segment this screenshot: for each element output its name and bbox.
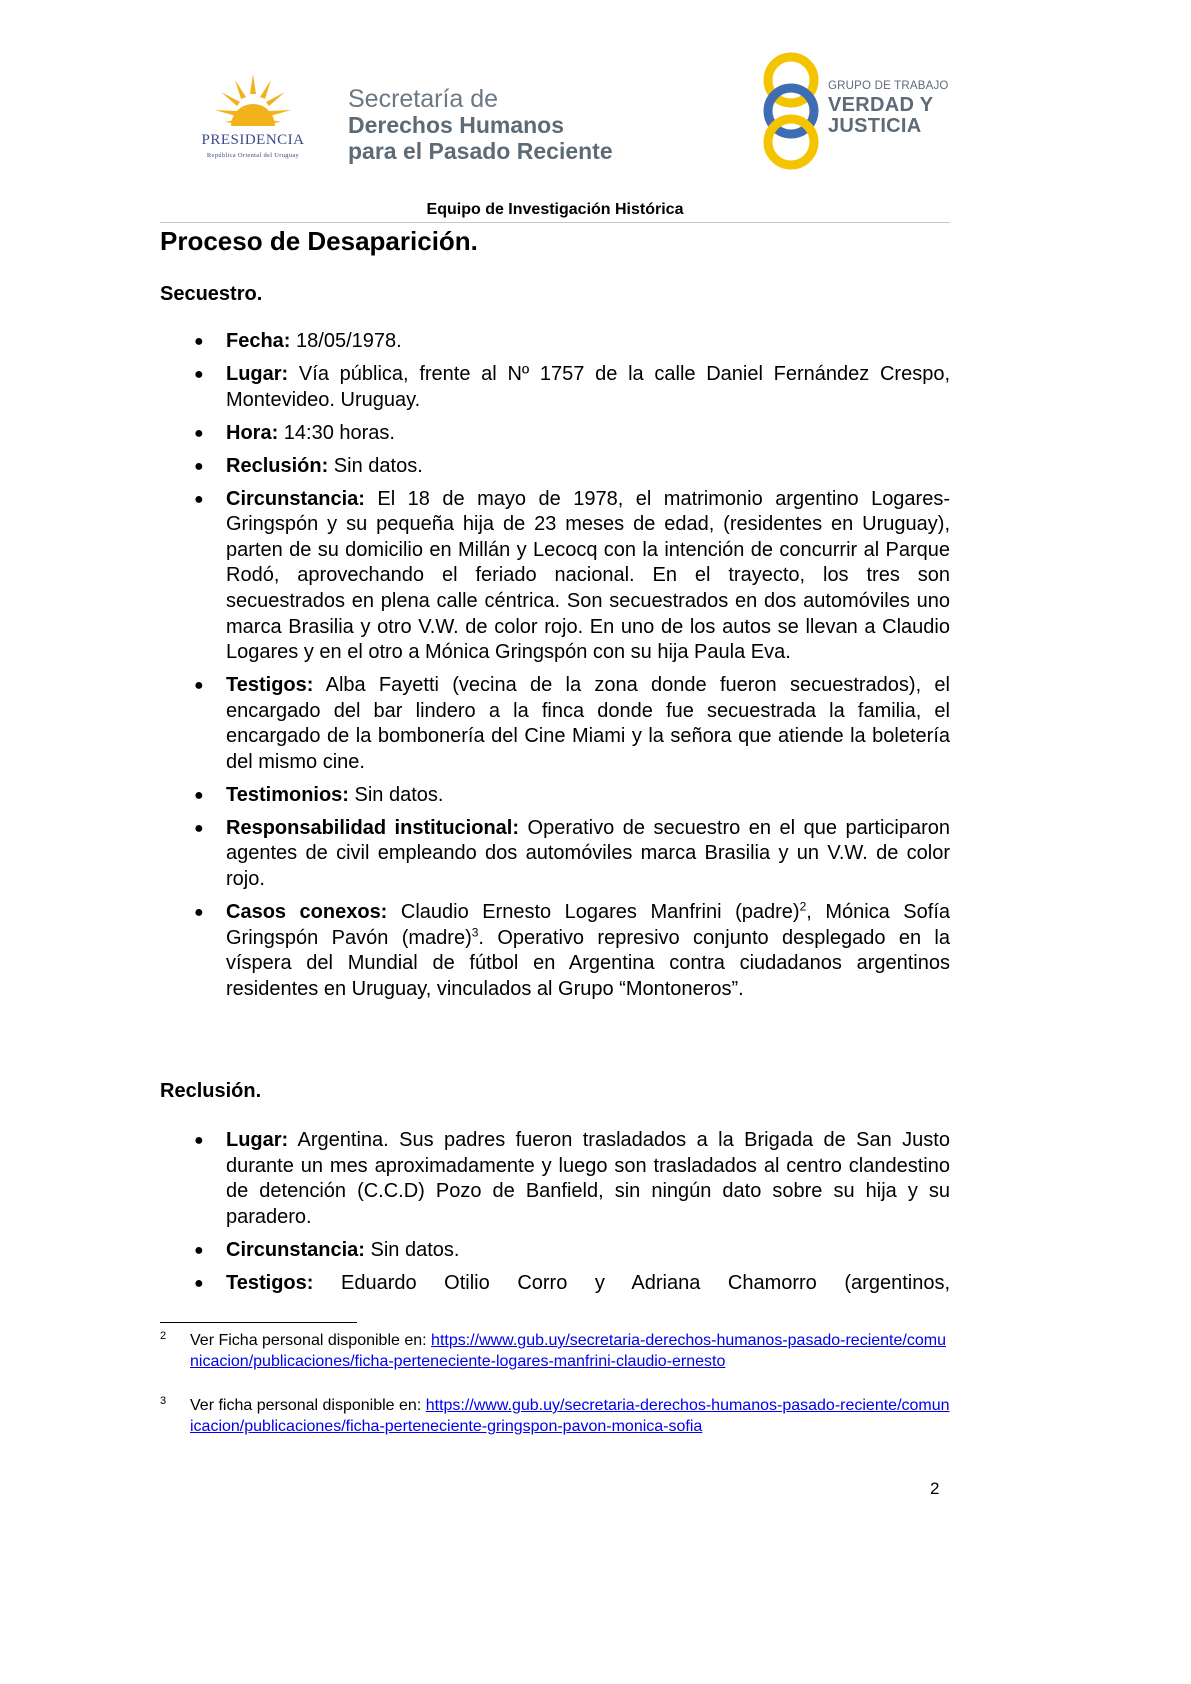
republica-subtitle: República Oriental del Uruguay [206,152,300,159]
bullet-icon: ● [194,424,204,442]
footnote-number: 2 [160,1330,167,1342]
secuestro-list [160,329,950,1010]
footnote-ref-2[interactable]: 2 [799,899,807,914]
header-divider [160,222,950,223]
bullet-icon: ● [194,365,204,383]
bullet-icon: ● [194,1274,204,1292]
footnote-text: Ver Ficha personal disponible en: https://www.gub.uy/secretaria-derechos-humanos-pasado-reciente/comunicacion/publicaciones/ficha-perteneciente-logares-manfrini-claudio-ernesto [190,1332,946,1370]
footnote-link[interactable]: https://www.gub.uy/secretaria-derechos-humanos-pasado-reciente/comunicacion/publicaciones/ficha-perteneciente-gringspon-pavon-monica-sofia [190,1397,950,1435]
verdad-justicia-logo [758,52,958,172]
footnote-divider [160,1322,357,1323]
list-item: ● Casos conexos: Claudio Ernesto Logares Manfrini (padre)$^2$, Mónica Sofía Gringspón Pavón (madre)$^3$. Operativo represivo conjunto desplegado en la víspera del Mundial de fútbol en Argentina contra ciudadanos argentinos residentes en Uruguay, vinculados al Grupo “Montoneros”. [194,899,951,1000]
sun-icon [213,72,293,130]
list-item: ● Lugar: Argentina. Sus padres fueron trasladados a la Brigada de San Justo durante un mes aproximadamente y luego son trasladados al centro clandestino de detención (C.C.D) Pozo de Banfield, sin ningún dato sobre su hija y su paradero. [194,1129,950,1228]
footnote-text: Ver ficha personal disponible en: https://www.gub.uy/secretaria-derechos-humanos-pasado-reciente/comunicacion/publicaciones/ficha-perteneciente-gringspon-pavon-monica-sofia [190,1397,950,1435]
presidencia-title: PRESIDENCIA [201,132,305,148]
list-item: ● Fecha: 18/05/1978. [160,329,950,355]
bullet-icon: ● [194,1132,204,1149]
secretaria-title [348,86,613,164]
presidencia-logo [178,72,328,172]
page-title: Proceso de Desaparición. [160,226,478,256]
list-item: ● Testigos: Alba Fayetti (vecina de la zona donde fueron secuestrados), el encargado del bar lindero a la finca donde fue secuestrada la familia, el encargado de la bombonería del Cine Miami y la señora que atiende la boletería del mismo cine. [194,674,950,773]
list-item: ● Testimonios: Sin datos. [160,783,950,809]
list-item: ● Testigos: Eduardo Otilio Corro y Adriana Chamorro (argentinos, [160,1271,950,1297]
section-heading-secuestro: Secuestro. [160,283,263,305]
grupo-label: GRUPO DE TRABAJO [828,80,949,92]
list-item: ● Hora: 14:30 horas. [160,421,950,447]
secretaria-line-2: Derechos Humanos [348,112,565,138]
secretaria-line-3: para el Pasado Reciente [348,138,613,164]
bullet-icon: ● [194,1241,204,1259]
bullet-icon: ● [194,904,204,921]
reclusion-list [160,1128,950,1304]
list-item: ● Reclusión: Sin datos. [160,454,950,480]
list-item: ● Responsabilidad institucional: Operativo de secuestro en el que participaron agentes de civil empleando dos automóviles marca Brasilia y un V.W. de color rojo. [194,816,950,891]
bullet-icon: ● [194,819,204,837]
footnote-link[interactable]: https://www.gub.uy/secretaria-derechos-humanos-pasado-reciente/comunicacion/publicaciones/ficha-perteneciente-logares-manfrini-claudio-ernesto [190,1332,946,1370]
bullet-icon: ● [194,786,204,804]
bullet-icon: ● [194,457,204,475]
list-item: ● Circunstancia: Sin datos. [160,1238,950,1264]
page-number: 2 [930,1479,940,1498]
list-item: ● Circunstancia: El 18 de mayo de 1978, el matrimonio argentino Logares-Gringspón y su pequeña hija de 23 meses de edad, (residentes en Uruguay), parten de su domicilio en Millán y Lecocq con la intención de concurrir al Parque Rodó, aprovechando el feriado nacional. En el trayecto, los tres son secuestrados en plena calle céntrica. Son secuestrados en dos automóviles uno marca Brasilia y otro V.W. de color rojo. En uno de los autos se llevan a Claudio Logares y en el otro a Mónica Gringspón con su hija Paula Eva. [194,487,950,664]
verdad-label: VERDAD Y [828,94,934,116]
footnote-number: 3 [160,1395,167,1407]
section-heading-reclusion: Reclusión. [160,1080,262,1102]
justicia-label: JUSTICIA [828,115,922,137]
bullet-icon: ● [194,490,204,508]
rings-icon [758,52,824,170]
secretaria-line-1: Secretaría de [348,85,499,113]
list-item: ● Lugar: Vía pública, frente al Nº 1757 de la calle Daniel Fernández Crespo, Montevideo. Uruguay. [194,362,950,411]
team-header: Equipo de Investigación Histórica [426,201,684,218]
bullet-icon: ● [194,333,204,350]
footnote-ref-3[interactable]: 3 [471,924,479,939]
bullet-icon: ● [194,677,204,695]
